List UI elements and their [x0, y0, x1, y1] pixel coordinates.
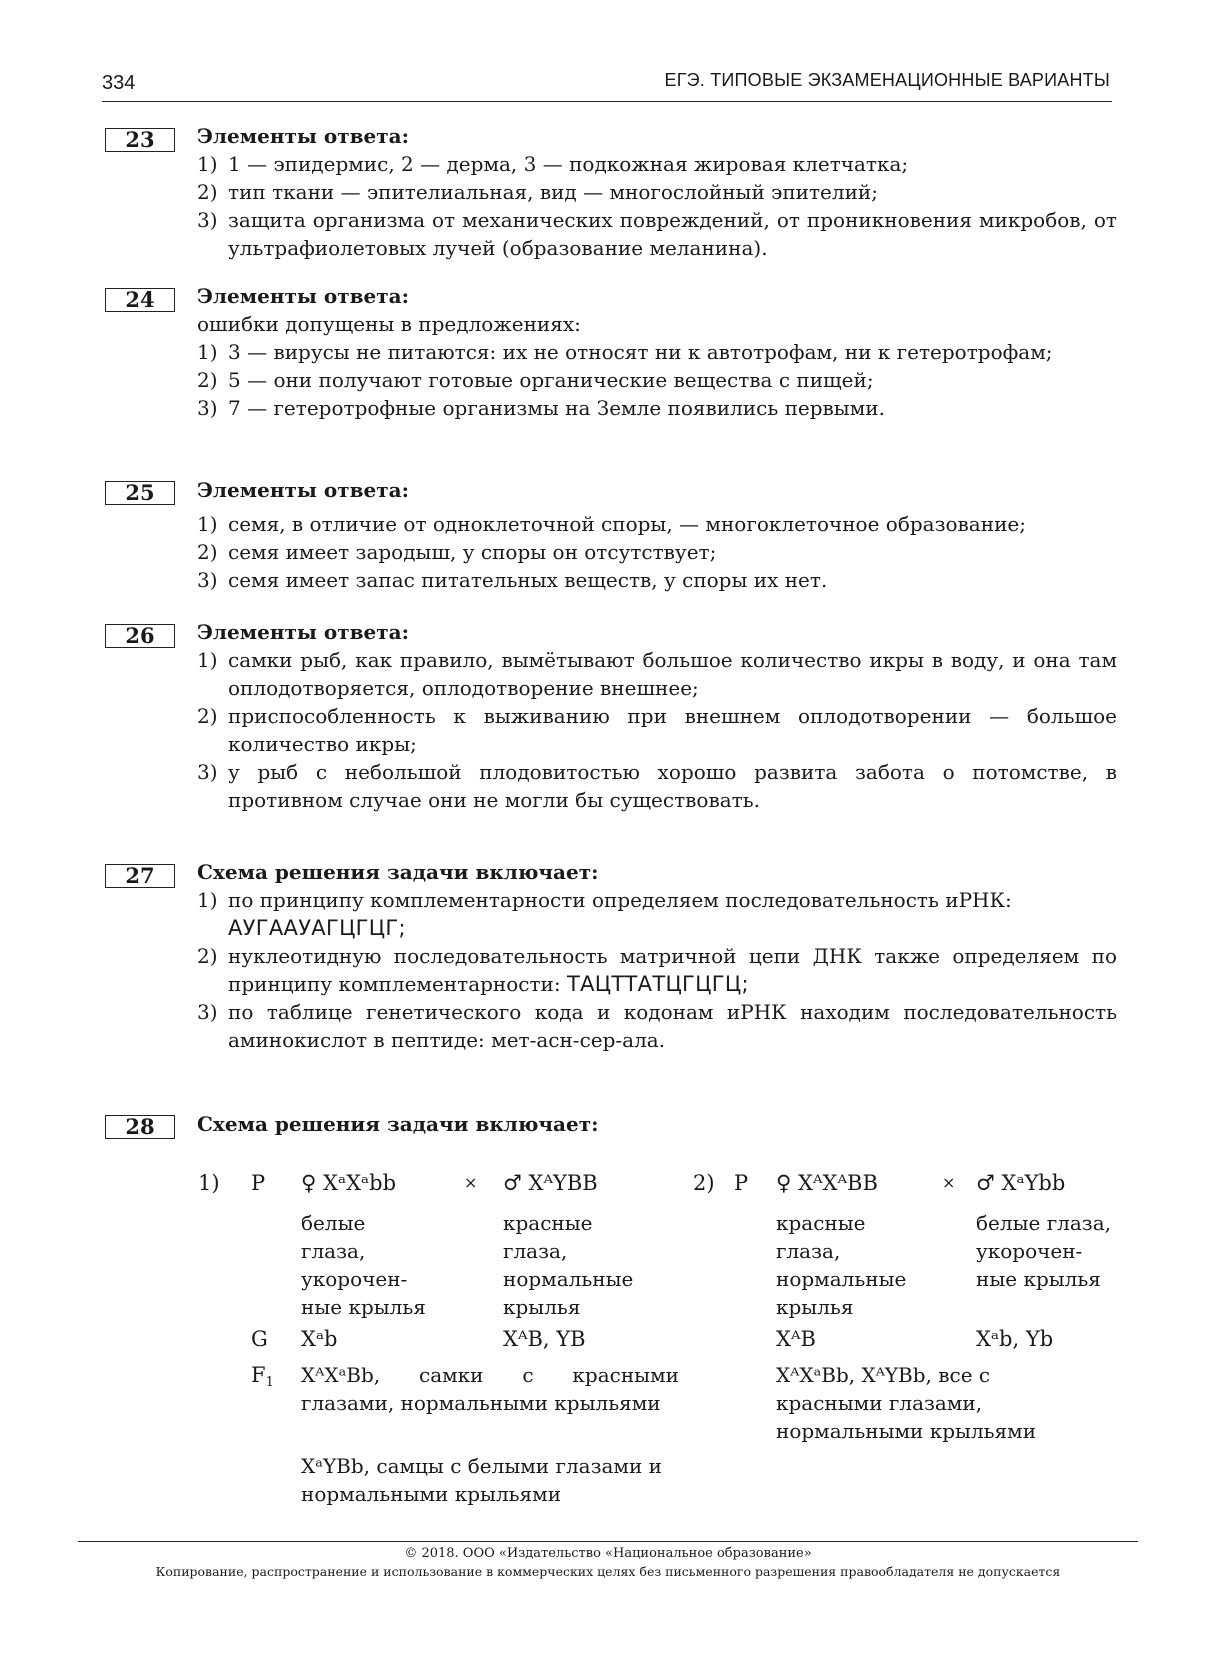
cross-2-female — [776, 1169, 878, 1197]
answer-23 — [197, 122, 1117, 262]
list-item: 2) семя имеет зародыш, у споры он отсутствует; — [197, 540, 717, 564]
list-item: 1) самки рыб, как правило, вымётывают большое количество икры в воду, и она там оплодотворяется, оплодотворение внешнее; — [197, 648, 1117, 700]
cross-1-male-gametes: XᴬB, YB — [503, 1327, 586, 1351]
footer-rule — [78, 1541, 1138, 1542]
list-item: 3) защита организма от механических повреждений, от проникновения микробов, от ультрафиолетовых лучей (образование меланина). — [197, 208, 1117, 260]
task-number-25: 25 — [105, 481, 175, 505]
list-item: 1) 1 — эпидермис, 2 — дерма, 3 — подкожная жировая клетчатка; — [197, 152, 909, 176]
cross-1-female — [301, 1169, 396, 1197]
cross-1-f1-female: XᴬXᵃBb, самки с красными глазами, нормальными крыльями — [301, 1363, 679, 1415]
male-sign-icon: ♂ — [503, 1171, 522, 1195]
female-sign-icon: ♀ — [776, 1171, 792, 1195]
answer-26-title: Элементы ответа: — [197, 620, 409, 644]
cross-2-female-phenotype: красные глаза, нормальные крылья — [776, 1211, 907, 1319]
task-number-24: 24 — [105, 288, 175, 312]
list-item: 2) нуклеотидную последовательность матричной цепи ДНК также определяем по принципу комплементарности: ТАЦТТАТЦГЦГЦ; — [197, 944, 1117, 996]
mrna-sequence: АУГААУАГЦГЦГ; — [228, 916, 406, 940]
answer-23-title: Элементы ответа: — [197, 124, 409, 148]
gametes-label: G — [251, 1327, 268, 1351]
cross-1-male — [503, 1169, 598, 1197]
task-number-23: 23 — [105, 128, 175, 152]
list-item: 3) у рыб с небольшой плодовитостью хорошо развита забота о потомстве, в противном случае они не могли бы существовать. — [197, 760, 1117, 812]
answer-27 — [197, 858, 1117, 1054]
cross-2-male-phenotype: белые глаза, укорочен- ные крылья — [976, 1211, 1111, 1291]
cross-2-number: 2) — [693, 1171, 715, 1195]
cross-sign: × — [942, 1173, 956, 1192]
female-genotype: XᴬXᴬBB — [798, 1171, 878, 1195]
cross-1-f1-male: XᵃYBb, самцы с белыми глазами и нормальными крыльями — [301, 1454, 663, 1506]
answer-24 — [197, 282, 1117, 422]
list-item: 2) приспособленность к выживанию при внешнем оплодотворении — большое количество икры; — [197, 704, 1117, 756]
cross-2-f1: XᴬXᵃBb, XᴬYBb, все с красными глазами, нормальными крыльями — [776, 1363, 1037, 1443]
male-genotype: XᵃYbb — [1001, 1171, 1066, 1195]
cross-2-p-label: P — [734, 1171, 749, 1195]
cross-1-number: 1) — [198, 1171, 220, 1195]
cross-1-male-phenotype: красные глаза, нормальные крылья — [503, 1211, 634, 1319]
task-number-28: 28 — [105, 1115, 175, 1139]
cross-2-female-gametes: XᴬB — [776, 1327, 816, 1351]
list-item: 3) 7 — гетеротрофные организмы на Земле появились первыми. — [197, 396, 885, 420]
cross-sign: × — [464, 1173, 478, 1192]
f1-label: $F_1$ — [251, 1363, 274, 1390]
dna-sequence: ТАЦТТАТЦГЦГЦ; — [567, 972, 749, 996]
list-item: 2) тип ткани — эпителиальная, вид — многослойный эпителий; — [197, 180, 878, 204]
male-genotype: XᴬYBB — [528, 1171, 598, 1195]
footer-copyright: © 2018. ООО «Издательство «Национальное образование» — [404, 1546, 812, 1561]
answer-23-list — [197, 150, 1117, 262]
answer-27-list — [197, 886, 1117, 1054]
task-number-26: 26 — [105, 624, 175, 648]
list-item: 2) 5 — они получают готовые органические вещества с пищей; — [197, 368, 874, 392]
male-sign-icon: ♂ — [976, 1171, 995, 1195]
list-item: 1) по принципу комплементарности определяем последовательность иРНК: АУГААУАГЦГЦГ; — [197, 888, 1012, 940]
answer-25 — [197, 476, 1117, 594]
answer-26 — [197, 618, 1117, 814]
list-item: 3) семя имеет запас питательных веществ, у споры их нет. — [197, 568, 828, 592]
female-sign-icon: ♀ — [301, 1171, 317, 1195]
female-genotype: XᵃXᵃbb — [323, 1171, 397, 1195]
cross-1-female-phenotype: белые глаза, укорочен- ные крылья — [301, 1211, 426, 1319]
answer-24-intro: ошибки допущены в предложениях: — [197, 312, 581, 336]
answer-24-title: Элементы ответа: — [197, 284, 409, 308]
answer-27-title: Схема решения задачи включает: — [197, 860, 599, 884]
cross-2-male — [976, 1169, 1065, 1197]
list-item: 1) 3 — вирусы не питаются: их не относят ни к автотрофам, ни к гетеротрофам; — [197, 340, 1053, 364]
footer-notice: Копирование, распространение и использование в коммерческих целях без письменного разрешения правообладателя не допускается — [155, 1564, 1061, 1579]
page-number: 334 — [102, 72, 136, 94]
answer-24-list — [197, 338, 1117, 422]
answer-25-list — [197, 510, 1117, 594]
answer-25-title: Элементы ответа: — [197, 478, 409, 502]
header-rule — [102, 101, 1112, 102]
list-item: 1) семя, в отличие от одноклеточной споры, — многоклеточное образование; — [197, 512, 1026, 536]
answer-28-title: Схема решения задачи включает: — [197, 1112, 599, 1136]
answer-26-list — [197, 646, 1117, 814]
cross-1-female-gametes: Xᵃb — [301, 1327, 338, 1351]
cross-2-male-gametes: Xᵃb, Yb — [976, 1327, 1054, 1351]
running-title: ЕГЭ. ТИПОВЫЕ ЭКЗАМЕНАЦИОННЫЕ ВАРИАНТЫ — [664, 70, 1110, 90]
cross-1-p-label: P — [251, 1171, 266, 1195]
task-number-27: 27 — [105, 864, 175, 888]
list-item: 3) по таблице генетического кода и кодонам иРНК находим последовательность аминокислот в пептиде: мет-асн-сер-ала. — [197, 1000, 1117, 1052]
